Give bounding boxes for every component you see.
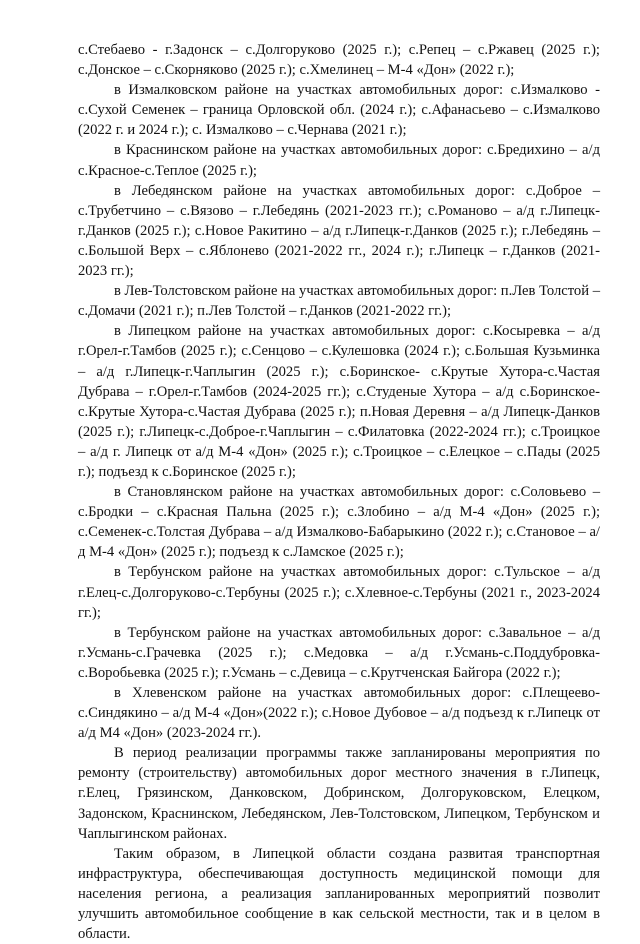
- paragraph: В период реализации программы также запланированы мероприятия по ремонту (строительству) автомобильных дорог местного значения в г.Липецк, г.Елец, Грязинском, Данковском, Добринском, Долгоруковском, Елецком, Задонском, Краснинском, Лебедянском, Лев-Толстовском, Липецком, Тербунском и Чаплыгинском районах.: [78, 745, 600, 842]
- paragraph: в Тербунском районе на участках автомобильных дорог: с.Завальное – а/д г.Усмань-с.Грачевка (2025 г.); с.Медовка – а/д г.Усмань-с.Поддубровка-с.Воробьевка (2025 г.); г.Усмань – с.Девица – с.Крутченская Байгора (2022 г.);: [78, 624, 600, 681]
- paragraph: в Лебедянском районе на участках автомобильных дорог: с.Доброе – с.Трубетчино – с.Вязово – г.Лебедянь (2021-2023 гг.); с.Романово – а/д г.Липецк-г.Данков (2025 г.); с.Новое Ракитино – а/д г.Липецк-г.Данков (2025 г.); г.Лебедянь – с.Большой Верх – с.Яблонево (2021-2022 гг., 2024 г.); г.Липецк – г.Данков (2021-2023 гг.);: [78, 182, 600, 280]
- document-body: [78, 40, 600, 944]
- paragraph: в Хлевенском районе на участках автомобильных дорог: с.Плещеево-с.Синдякино – а/д М-4 «Дон»(2022 г.); с.Новое Дубовое – а/д подъезд к г.Липецк от а/д М4 «Дон» (2023-2024 гг.).: [78, 685, 600, 742]
- paragraph: Таким образом, в Липецкой области создана развитая транспортная инфраструктура, обеспечивающая доступность медицинской помощи для населения региона, а реализация запланированных мероприятий позволит улучшить автомобильное сообщение в как сельской местности, так и в целом в области.: [78, 845, 600, 943]
- paragraph: с.Стебаево - г.Задонск – с.Долгоруково (2025 г.); с.Репец – с.Ржавец (2025 г.); с.Донское – с.Скорняково (2025 г.); с.Хмелинец – М-4 «Дон» (2022 г.);: [78, 42, 600, 79]
- paragraph: в Становлянском районе на участках автомобильных дорог: с.Соловьево – с.Бродки – с.Красная Пальна (2025 г.); с.Злобино – а/д М-4 «Дон» (2025 г.); с.Семенек-с.Толстая Дубрава – а/д Измалково-Бабарыкино (2022 г.); с.Становое – а/д М-4 «Дон» (2025 г.); подъезд к с.Ламское (2025 г.);: [78, 484, 600, 561]
- paragraph: в Липецком районе на участках автомобильных дорог: с.Косыревка – а/д г.Орел-г.Тамбов (2025 г.); с.Сенцово – с.Кулешовка (2024 г.); с.Большая Кузьминка – а/д г.Липецк-г.Чаплыгин (2025 г.); с.Боринское- с.Крутые Хутора-с.Частая Дубрава – г.Орел-г.Тамбов (2024-2025 гг.); с.Студеные Хутора – а/д с.Боринское-с.Крутые Хутора-с.Частая Дубрава (2025 г.); п.Новая Деревня – а/д Липецк-Данков (2025 г.); г.Липецк-с.Доброе-г.Чаплыгин – с.Филатовка (2022-2024 гг.); с.Троицкое – а/д г. Липецк от а/д М-4 «Дон» (2025 г.); с.Троицкое – с.Елецкое – с.Пады (2025 г.); подъезд к с.Боринское (2025 г.);: [78, 323, 600, 480]
- paragraph: в Лев-Толстовском районе на участках автомобильных дорог: п.Лев Толстой – с.Домачи (2021 г.); п.Лев Толстой – г.Данков (2021-2022 гг.);: [78, 283, 600, 320]
- paragraph: в Тербунском районе на участках автомобильных дорог: с.Тульское – а/д г.Елец-с.Долгоруково-с.Тербуны (2025 г.); с.Хлевное-с.Тербуны (2021 г., 2023-2024 гг.);: [78, 564, 600, 621]
- paragraph: в Краснинском районе на участках автомобильных дорог: с.Бредихино – а/д с.Красное-с.Теплое (2025 г.);: [78, 142, 600, 179]
- paragraph: в Измалковском районе на участках автомобильных дорог: с.Измалково - с.Сухой Семенек – граница Орловской обл. (2024 г.); с.Афанасьево – с.Измалково (2022 г. и 2024 г.); с. Измалково – с.Чернава (2021 г.);: [78, 82, 600, 139]
